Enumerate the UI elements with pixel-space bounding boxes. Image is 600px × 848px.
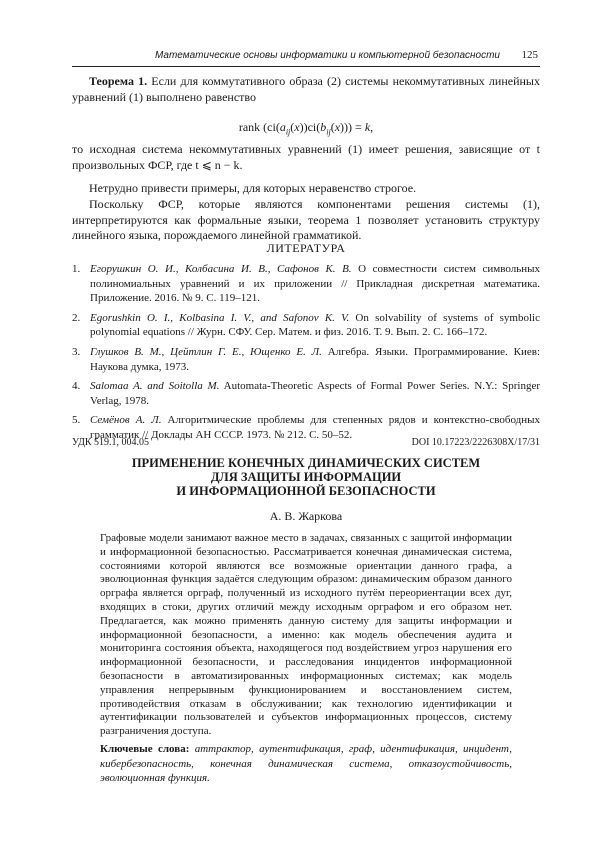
formula-rendered: rank $(ci(a_{ij}(x))ci(b_{ij}(x))) = k$, <box>238 120 374 137</box>
keywords-label: Ключевые слова: <box>100 743 190 755</box>
reference-item: 2. Egorushkin O. I., Kolbasina I. V., and Safonov K. V. On solvability of systems of symbolic polynomial equations // Журн. СФУ. Сер. Матем. и физ. 2016. Т. 9. Вып. 2. С. 166–172. <box>72 311 540 339</box>
doi-code: DOI 10.17223/2226308X/17/31 <box>411 437 540 448</box>
theorem-formula <box>72 120 540 136</box>
article-title-line: И ИНФОРМАЦИОННОЙ БЕЗОПАСНОСТИ <box>176 484 436 498</box>
article-abstract: Графовые модели занимают важное место в задачах, связанных с защитой информации и информационной безопасностью. Рассматривается конечная динамическая система, состояниями которой являются все возможные ориентации данного графа, а эволюционная функция задаётся следующим образом: динамическим образом данного орграфа является орграф, полученный из исходного путём переориентации всех дуг, входящих в стоки, других отличий между исходным орграфом и его образом нет. Предлагается, как можно применять данную систему для защиты информации и информационной безопасности, а именно: как модель обеспечения аудита и мониторинга состояния объекта, находящегося под воздействием угроз нарушения его информационной безопасности, и расследования инцидентов информационной безопасности в автоматизированных информационных системах; как модель управления непрерывным функционированием и восстановлением систем, противодействия отказам в обслуживании; как технологию идентификации и аутентификации пользователей и субъектов информационных процессов, систему разграничения доступа. <box>100 532 512 738</box>
reference-item: 3. Глушков В. М., Цейтлин Г. Е., Ющенко Е. Л. Алгебра. Языки. Программирование. Киев: Наукова думка, 1973. <box>72 345 540 373</box>
article-title <box>72 456 540 498</box>
theorem-statement <box>72 74 540 105</box>
theorem-text: Если для коммутативного образа (2) системы некоммутативных линейных уравнений (1) выполнено равенство <box>72 74 540 104</box>
paragraph: Нетрудно привести примеры, для которых неравенство строгое. <box>89 181 417 195</box>
paragraph: Поскольку ФСР, которые являются компонентами решения системы (1), интерпретируются как формальные языки, теорема 1 позволяет установить структуру линейного языка, порождаемого линейной грамматикой. <box>72 197 540 242</box>
journal-title: Математические основы информатики и компьютерной безопасности <box>154 50 500 61</box>
references-heading: ЛИТЕРАТУРА <box>266 241 346 255</box>
article-title-line: ДЛЯ ЗАЩИТЫ ИНФОРМАЦИИ <box>210 470 402 484</box>
running-header <box>72 44 540 67</box>
page-number: 125 <box>521 49 538 61</box>
references-list <box>72 262 540 448</box>
theorem-conclusion: то исходная система некоммутативных уравнений (1) имеет решения, зависящие от t произвольных ФСР, где t ⩽ n − k. <box>72 142 540 172</box>
reference-item: 4. Salomaa A. and Soitolla M. Automata-Theoretic Aspects of Formal Power Series. N.Y.: Springer Verlag, 1978. <box>72 380 540 407</box>
theorem-label: Теорема 1. <box>89 74 148 88</box>
article-title-line: ПРИМЕНЕНИЕ КОНЕЧНЫХ ДИНАМИЧЕСКИХ СИСТЕМ <box>131 456 481 470</box>
keywords <box>100 742 512 786</box>
udk-code: УДК 519.1, 004.05 <box>72 437 150 448</box>
article-author: А. В. Жаркова <box>269 509 343 523</box>
reference-item: 1. Егорушкин О. И., Колбасина И. В., Сафонов К. В. О совместности систем символьных полиномиальных уравнений и их приложении // Прикладная дискретная математика. Приложение. 2016. № 9. С. 119–121. <box>72 263 541 305</box>
keywords-text: аттрактор, аутентификация, граф, идентификация, инцидент, кибербезопасность, конечная динамическая система, отказоустойчивость, эволюционная функция. <box>100 743 512 784</box>
reference-item: 5. Семёнов А. Л. Алгоритмические проблемы для степенных рядов и контекстно-свободных грамматик // Доклады АН СССР. 1973. № 212. С. 50–52. <box>72 414 540 441</box>
